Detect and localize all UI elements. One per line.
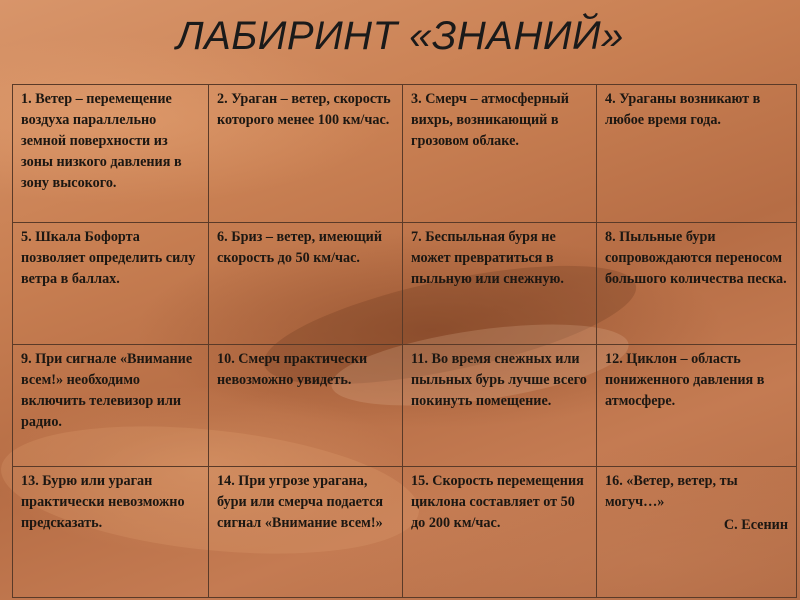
grid-cell-12[interactable]: 12. Циклон – область пониженного давления в атмосфере. xyxy=(597,345,797,467)
grid-cell-16[interactable] xyxy=(597,467,797,598)
grid-cell-3[interactable]: 3. Смерч – атмосферный вихрь, возникающий в грозовом облаке. xyxy=(403,85,597,223)
grid-cell-11[interactable]: 11. Во время снежных или пыльных бурь лучше всего покинуть помещение. xyxy=(403,345,597,467)
quote-text: 16. «Ветер, ветер, ты могуч…» xyxy=(605,473,738,510)
table-row xyxy=(13,467,797,598)
grid-cell-8[interactable]: 8. Пыльные бури сопровождаются переносом большого количества песка. xyxy=(597,223,797,345)
grid-cell-14[interactable]: 14. При угрозе урагана, бури или смерча подается сигнал «Внимание всем!» xyxy=(209,467,403,598)
grid-cell-9[interactable]: 9. При сигнале «Внимание всем!» необходимо включить телевизор или радио. xyxy=(13,345,209,467)
table-row xyxy=(13,223,797,345)
slide-title: ЛАБИРИНТ «ЗНАНИЙ» xyxy=(176,14,624,58)
grid-cell-10[interactable]: 10. Смерч практически невозможно увидеть. xyxy=(209,345,403,467)
quote-author: С. Есенин xyxy=(723,517,788,533)
grid-cell-15[interactable]: 15. Скорость перемещения циклона составляет от 50 до 200 км/час. xyxy=(403,467,597,598)
grid-cell-4[interactable]: 4. Ураганы возникают в любое время года. xyxy=(597,85,797,223)
table-row xyxy=(13,345,797,467)
grid-cell-13[interactable]: 13. Бурю или ураган практически невозможно предсказать. xyxy=(13,467,209,598)
table-row xyxy=(13,85,797,223)
knowledge-grid xyxy=(12,84,797,598)
grid-cell-6[interactable]: 6. Бриз – ветер, имеющий скорость до 50 км/час. xyxy=(209,223,403,345)
grid-cell-7[interactable]: 7. Беспыльная буря не может превратиться в пыльную или снежную. xyxy=(403,223,597,345)
grid-cell-5[interactable]: 5. Шкала Бофорта позволяет определить силу ветра в баллах. xyxy=(13,223,209,345)
grid-cell-1[interactable]: 1. Ветер – перемещение воздуха параллельно земной поверхности из зоны низкого давления в зону высокого. xyxy=(13,85,209,223)
grid-cell-2[interactable]: 2. Ураган – ветер, скорость которого менее 100 км/час. xyxy=(209,85,403,223)
